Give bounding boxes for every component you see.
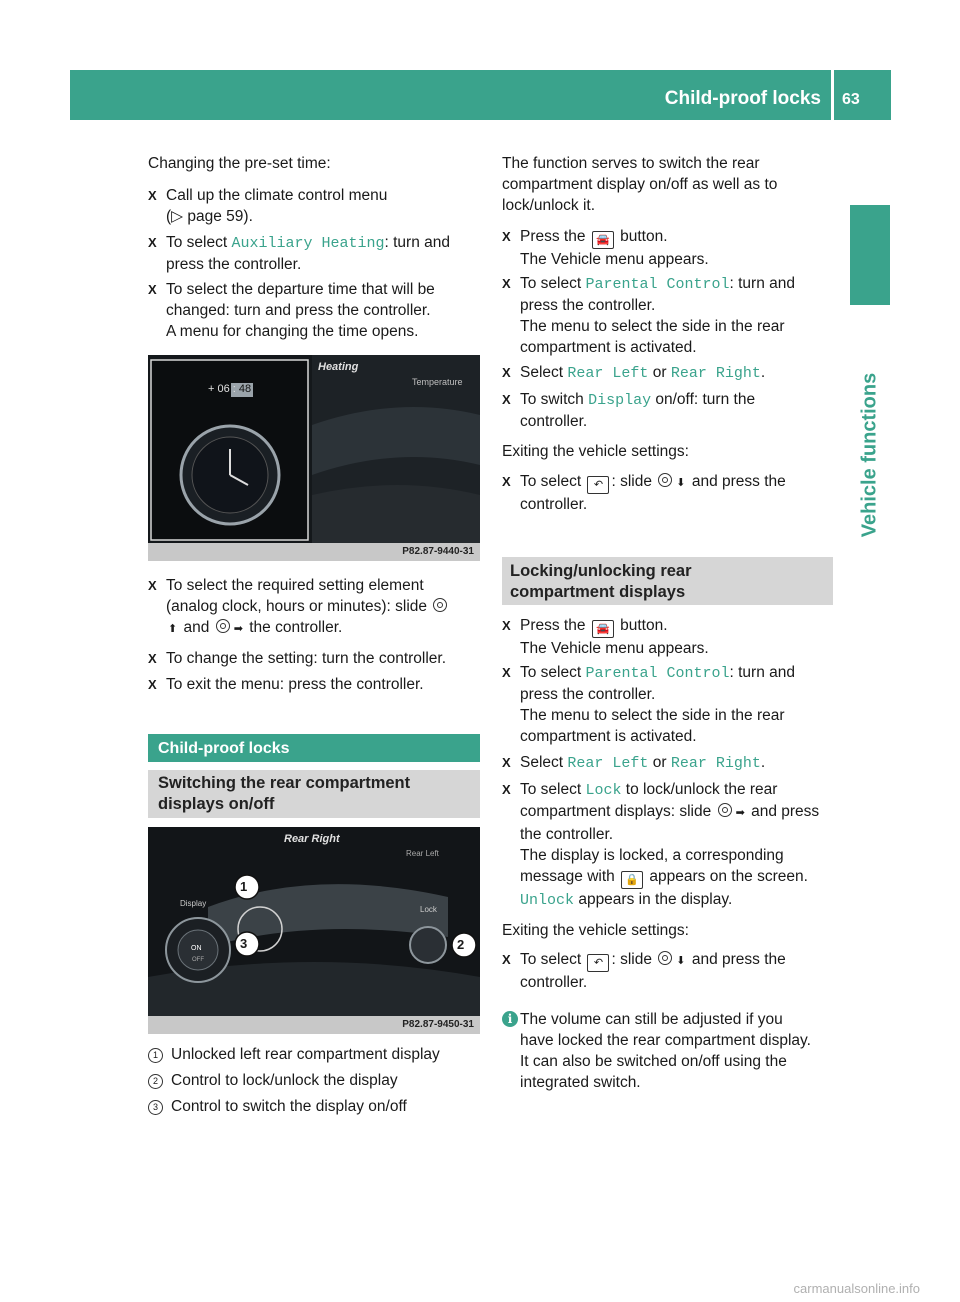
fig2-code: P82.87-9450-31 xyxy=(402,1019,474,1030)
step-select-side: X Select Rear Left or Rear Right. xyxy=(502,752,765,774)
legend-item: 2 Control to lock/unlock the display xyxy=(148,1070,398,1091)
step-select-lock: X To select Lock to lock/unlock the rear compartment displays: slide ➡ and press the controller. The display is locked, a corresponding message with 🔒 appears on the screen. Unlock appears in the display. xyxy=(502,779,819,911)
fig2-lock-label: Lock xyxy=(420,905,437,914)
fig2-off-label: OFF xyxy=(192,957,204,963)
controller-icon xyxy=(718,803,732,817)
legend-item: 3 Control to switch the display on/off xyxy=(148,1096,407,1117)
step-press-button: X Press the 🚘 button. The Vehicle menu appears. xyxy=(502,615,709,659)
section-heading-child-proof: Child-proof locks xyxy=(148,734,480,762)
heating-clock-image: + 06 : 48 Heating Temperature P82.87-9440-31 xyxy=(148,355,480,561)
callout-2: 2 xyxy=(457,937,465,952)
step-call-menu: X Call up the climate control menu (▷ page 59). xyxy=(148,185,387,227)
step-switch-display: X To switch Display on/off: turn the controller. xyxy=(502,389,755,432)
arrow-down-icon: ⬇ xyxy=(676,477,686,489)
controller-icon xyxy=(216,619,230,633)
controller-icon xyxy=(433,598,447,612)
rear-display-image xyxy=(148,827,480,1034)
watermark: carmanualsonline.info xyxy=(793,1281,920,1296)
step-select-element: X To select the required setting element (analog clock, hours or minutes): slide ⬆ and ➡ the controller. xyxy=(148,575,449,640)
arrow-right-icon: ➡ xyxy=(735,807,745,819)
fig2-on-label: ON xyxy=(191,945,202,952)
info-note: i The volume can still be adjusted if you have locked the rear compartment display. It can also be switched on/off using the integrated switch. xyxy=(502,1009,811,1093)
back-icon: ↶ xyxy=(587,954,609,972)
fig2-title: Rear Right xyxy=(284,833,340,845)
fig1-subtitle: Temperature xyxy=(412,377,463,387)
section-heading-locking: Locking/unlocking rear compartment displays xyxy=(502,557,833,605)
section-heading-switching: Switching the rear compartment displays on/off xyxy=(148,770,480,818)
hour-value[interactable]: 06 xyxy=(217,383,230,395)
back-icon: ↶ xyxy=(587,476,609,494)
vehicle-icon: 🚘 xyxy=(592,231,614,249)
controller-icon xyxy=(658,473,672,487)
exit-heading: Exiting the vehicle settings: xyxy=(502,443,689,460)
header-separator xyxy=(831,70,834,120)
step-select-side: X Select Rear Left or Rear Right. xyxy=(502,362,765,384)
step-select-heating: X To select Auxiliary Heating: turn and press the controller. xyxy=(148,232,450,275)
fig2-rear-left: Rear Left xyxy=(406,849,439,858)
legend-item: 1 Unlocked left rear compartment display xyxy=(148,1044,440,1065)
vehicle-icon: 🚘 xyxy=(592,620,614,638)
fig1-code: P82.87-9440-31 xyxy=(402,546,474,557)
controller-icon xyxy=(658,951,672,965)
step-press-button: X Press the 🚘 button. The Vehicle menu appears. xyxy=(502,226,709,270)
exit-heading: Exiting the vehicle settings: xyxy=(502,922,689,939)
fig2-display-label: Display xyxy=(180,899,207,908)
step-exit-menu: X To exit the menu: press the controller. xyxy=(148,674,424,695)
arrow-up-icon: ⬆ xyxy=(168,623,178,635)
arrow-right-icon: ➡ xyxy=(233,623,243,635)
header-title: Child-proof locks xyxy=(664,88,821,109)
page-header xyxy=(70,70,891,120)
step-exit-settings: X To select ↶ : slide ⬇ and press the controller. xyxy=(502,471,786,515)
step-select-parental: X To select Parental Control: turn and press the controller. The menu to select the side in the rear compartment is activated. xyxy=(502,662,795,747)
step-select-parental: X To select Parental Control: turn and press the controller. The menu to select the side in the rear compartment is activated. xyxy=(502,273,795,358)
lock-icon: 🔒 xyxy=(621,871,643,889)
minute-value[interactable]: 48 xyxy=(238,383,252,395)
side-tab-block xyxy=(850,205,890,305)
arrow-down-icon: ⬇ xyxy=(676,955,686,967)
step-change-setting: X To change the setting: turn the controller. xyxy=(148,648,446,669)
page-number: 63 xyxy=(842,91,860,108)
callout-3: 3 xyxy=(240,936,248,951)
side-tab-label: Vehicle functions xyxy=(858,372,881,538)
step-select-time: X To select the departure time that will be changed: turn and press the controller. A menu for changing the time opens. xyxy=(148,279,435,342)
intro-text: Changing the pre-set time: xyxy=(148,155,331,172)
function-description: The function serves to switch the rear compartment display on/off as well as to lock/unlock it. xyxy=(502,155,778,214)
step-exit-settings: X To select ↶ : slide ⬇ and press the controller. xyxy=(502,949,786,993)
info-icon: i xyxy=(502,1011,518,1027)
callout-1: 1 xyxy=(240,879,248,894)
fig1-title: Heating xyxy=(318,361,359,373)
